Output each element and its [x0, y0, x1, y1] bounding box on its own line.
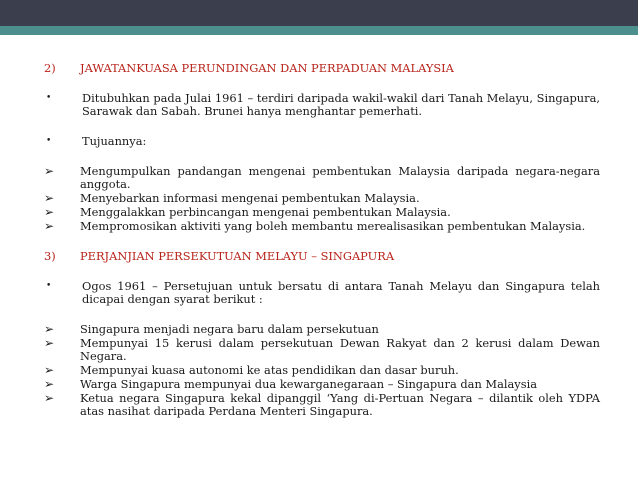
paragraph: Ogos 1961 – Persetujuan untuk bersatu di antara Tanah Melayu dan Singapura telah dicapai dengan syarat berikut : — [82, 279, 600, 306]
arrow-bullet-icon: ➢ — [44, 336, 55, 350]
list-item-text: Singapura menjadi negara baru dalam persekutuan — [80, 322, 379, 336]
section-title: JAWATANKUASA PERUNDINGAN DAN PERPADUAN MALAYSIA — [80, 61, 454, 75]
arrow-bullet-icon: ➢ — [44, 363, 55, 377]
list-item — [44, 337, 600, 363]
section-number: 2) — [44, 61, 56, 75]
list-item-text: Mempunyai kuasa autonomi ke atas pendidikan dan dasar buruh. — [80, 363, 459, 377]
list-item — [44, 92, 600, 118]
section-3-heading — [44, 250, 600, 263]
list-item-text: Mengumpulkan pandangan mengenai pembentukan Malaysia daripada negara-negara anggota. — [80, 164, 600, 191]
list-item — [44, 364, 600, 377]
arrow-bullet-icon: ➢ — [44, 191, 55, 205]
list-item — [44, 378, 600, 391]
list-item-text: Mempunyai 15 kerusi dalam persekutuan Dewan Rakyat dan 2 kerusi dalam Dewan Negara. — [80, 336, 600, 363]
list-item — [44, 206, 600, 219]
list-item-text: Menyebarkan informasi mengenai pembentukan Malaysia. — [80, 191, 420, 205]
arrow-bullet-icon: ➢ — [44, 322, 55, 336]
list-item-text: Warga Singapura mempunyai dua kewarganegaraan – Singapura dan Malaysia — [80, 377, 538, 391]
list-item — [44, 323, 600, 336]
bullet-dot-icon: • — [46, 93, 52, 103]
slide-content — [44, 62, 600, 418]
list-item — [44, 165, 600, 191]
arrow-bullet-icon: ➢ — [44, 219, 55, 233]
bullet-dot-icon: • — [46, 136, 52, 146]
list-item — [44, 392, 600, 418]
section-title: PERJANJIAN PERSEKUTUAN MELAYU – SINGAPURA — [80, 249, 395, 263]
arrow-bullet-icon: ➢ — [44, 205, 55, 219]
arrow-bullet-icon: ➢ — [44, 377, 55, 391]
paragraph: Ditubuhkan pada Julai 1961 – terdiri daripada wakil-wakil dari Tanah Melayu, Singapura, Sarawak dan Sabah. Brunei hanya menghantar pemerhati. — [82, 91, 600, 118]
arrow-bullet-icon: ➢ — [44, 391, 55, 405]
list-item — [44, 192, 600, 205]
list-item — [44, 220, 600, 233]
list-item-text: Mempromosikan aktiviti yang boleh membantu merealisasikan pembentukan Malaysia. — [80, 219, 586, 233]
slide-header-bar — [0, 0, 638, 26]
arrow-bullet-icon: ➢ — [44, 164, 55, 178]
list-item-text: Ketua negara Singapura kekal dipanggil ‘Yang di-Pertuan Negara – dilantik oleh YDPA atas nasihat daripada Perdana Menteri Singapura. — [80, 391, 600, 418]
list-item-text: Menggalakkan perbincangan mengenai pembentukan Malaysia. — [80, 205, 451, 219]
section-number: 3) — [44, 249, 56, 263]
paragraph: Tujuannya: — [82, 134, 147, 148]
section-2-heading — [44, 62, 600, 75]
slide-accent-bar — [0, 26, 638, 35]
bullet-dot-icon: • — [46, 281, 52, 291]
list-item — [44, 280, 600, 306]
list-item — [44, 135, 600, 148]
